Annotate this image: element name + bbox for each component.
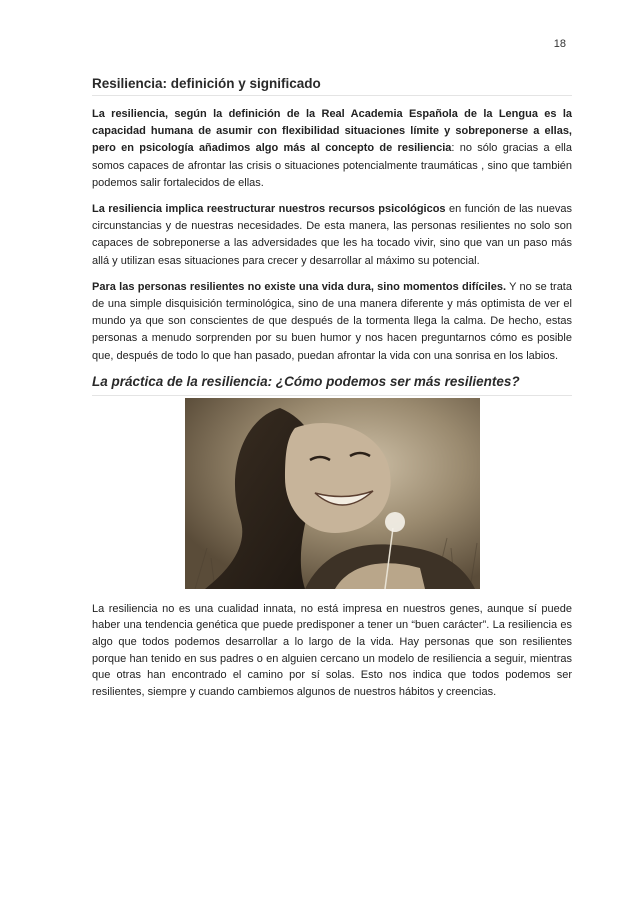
- paragraph-reestructurar-bold: La resiliencia implica reestructurar nuestros recursos psicológicos: [92, 203, 446, 216]
- paragraph-definicion-text: : no sólo gracias a ella somos capaces de afrontar las crisis o situaciones potencialmente traumáticas , sino que también podemos salir fortalecidos de ellas.: [92, 142, 572, 189]
- paragraph-personas-resilientes-text: Y no se trata de una simple disquisición terminológica, sino de una manera diferente y más optimista de ver el mundo ya que son conscientes de que después de la tormenta llega la calma. De hecho, estas personas a menudo sorprenden por su buen humor y nos hacen preguntarnos cómo es posible que, después de todo lo que han pasado, puedan afrontar la vida con una sonrisa en los labios.: [92, 280, 572, 362]
- paragraph-personas-resilientes-bold: Para las personas resilientes no existe una vida dura, sino momentos difíciles.: [92, 280, 507, 293]
- smiling-woman-illustration: [185, 398, 480, 589]
- section-title-practica: La práctica de la resiliencia: ¿Cómo podemos ser más resilientes?: [92, 374, 572, 396]
- paragraph-reestructurar-text: en función de las nuevas circunstancias y de nuestras necesidades. De esta manera, las personas resilientes no solo son capaces de sobreponerse a las adversidades que les ha tocado vivir, sino que van un paso más allá y utilizan esas situaciones para crecer y desarrollar al máximo su potencial.: [92, 203, 573, 267]
- paragraph-definicion: [92, 106, 572, 192]
- paragraph-personas-resilientes: [92, 279, 572, 365]
- smiling-woman-photo: [185, 398, 480, 589]
- page-content: [92, 76, 572, 709]
- section-title-definicion: Resiliencia: definición y significado: [92, 76, 572, 96]
- page-number: 18: [553, 38, 566, 50]
- paragraph-definicion-bold: La resiliencia, según la definición de la Real Academia Española de la Lengua es la capacidad humana de asumir con flexibilidad situaciones límite y sobreponerse a ellas, pero en psicología añadimos algo más al concepto de resiliencia: [92, 108, 572, 155]
- paragraph-reestructurar: [92, 201, 572, 270]
- paragraph-practica: La resiliencia no es una cualidad innata, no está impresa en nuestros genes, aunque sí puede haber una tendencia genética que puede predisponer a tener un “buen carácter”. La resiliencia es algo que todos podemos desarrollar a lo largo de la vida. Hay personas que son resilientes porque han tenido en sus padres o en alguien cercano un modelo de resiliencia a seguir, mientras que otras han encontrado el camino por sí solas. Esto nos indica que todos podemos ser resilientes, siempre y cuando cambiemos algunos de nuestros hábitos y creencias.: [92, 602, 572, 698]
